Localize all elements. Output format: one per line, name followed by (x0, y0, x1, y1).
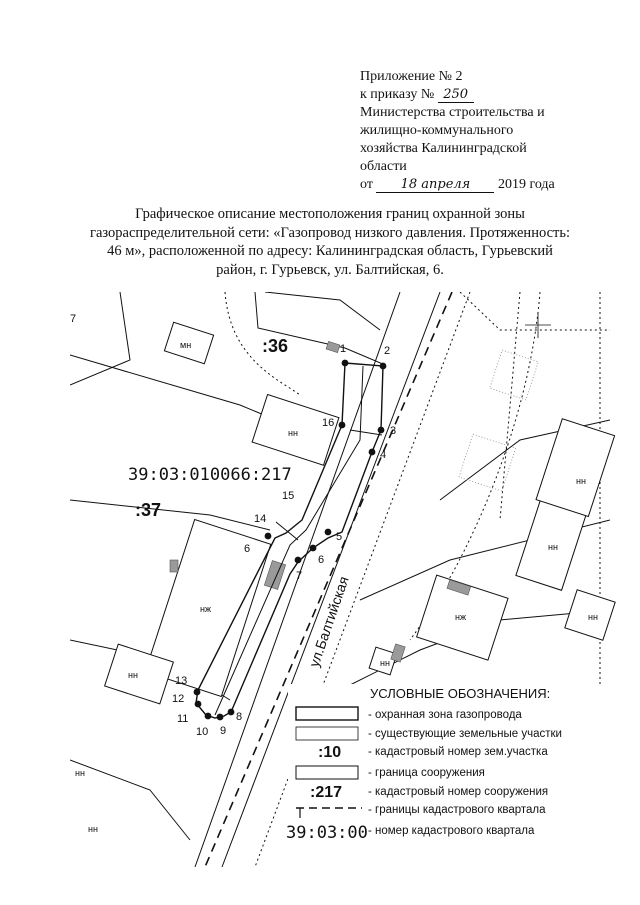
legend-label-structure-number: - кадастровый номер сооружения (368, 786, 549, 798)
parcel-boundary (265, 292, 380, 330)
point-10 (205, 713, 212, 720)
parcel-boundary (70, 500, 270, 530)
legend-title: УСЛОВНЫЕ ОБОЗНАЧЕНИЯ: (370, 686, 551, 701)
point-label-4: 4 (380, 449, 387, 461)
point-label-2: 2 (384, 345, 391, 357)
legend-symbol-quarter-number: 39:03:00 (286, 823, 368, 843)
label-nn: нн (128, 670, 138, 680)
ministry-line-1: Министерства строительства и (360, 105, 545, 120)
point-label-9: 9 (220, 725, 227, 737)
zone-line (350, 430, 382, 435)
label-nn: нн (380, 658, 390, 668)
title-line-4: район, г. Гурьевск, ул. Балтийская, 6. (216, 261, 444, 278)
zone-line (276, 522, 298, 540)
point-12 (194, 689, 201, 696)
point-6 (310, 545, 317, 552)
date-handwritten: 18 апреля (376, 178, 494, 193)
point-2 (380, 363, 387, 370)
point-label-14: 14 (254, 513, 267, 525)
street-name: ул.Балтийская (305, 574, 352, 669)
point-label-8: 8 (236, 711, 243, 723)
order-number: 250 (438, 88, 474, 103)
legend-label-quarter-number: - номер кадастрового квартала (368, 825, 535, 837)
point-label-6: 6 (318, 554, 325, 566)
point-9 (217, 714, 224, 721)
point-label-16: 16 (322, 417, 335, 429)
title-line-2: газораспределительной сети: «Газопровод низкого давления. Протяженность: (90, 224, 570, 241)
ministry-line-2: жилищно-коммунального (360, 123, 514, 138)
house-number: 6 (244, 543, 251, 555)
point-label-3: 3 (390, 425, 397, 437)
point-8 (228, 709, 235, 716)
legend-label-structure: - граница сооружения (368, 767, 485, 779)
point-label-7: 7 (296, 570, 303, 582)
label-nn: нн (75, 768, 85, 778)
date-prefix: от (360, 177, 373, 192)
gray-structure (264, 560, 285, 589)
order-prefix: к приказу № (360, 87, 435, 102)
cad-number-37: :37 (135, 500, 162, 520)
label-nn: нн (576, 476, 586, 486)
cad-number-36: :36 (262, 336, 289, 356)
label-mn: мн (180, 340, 192, 350)
point-16 (339, 422, 346, 429)
point-7 (295, 557, 302, 564)
title-line-1: Графическое описание местоположения границ охранной зоны (135, 206, 525, 222)
ministry-line-3: хозяйства Калининградской (360, 141, 527, 156)
gray-structure (326, 341, 340, 352)
legend-symbol-cad-number: :10 (318, 744, 342, 761)
legend-label-protection-zone: - охранная зона газопровода (368, 709, 522, 721)
title-line-3: 46 м», расположенной по адресу: Калининградская область, Гурьевский (107, 243, 553, 259)
label-nzh: нж (455, 612, 466, 622)
label-nn: нн (288, 428, 298, 438)
point-label-13: 13 (175, 675, 188, 687)
legend-symbol-parcels (296, 727, 358, 740)
legend-label-parcels: - существующие земельные участки (368, 728, 562, 740)
label-nn: нн (548, 542, 558, 552)
point-1 (342, 360, 349, 367)
appendix-number: Приложение № 2 (360, 69, 463, 84)
label-nzh: нж (200, 604, 211, 614)
edge-mark: 7 (70, 313, 77, 325)
point-4 (369, 449, 376, 456)
parcel-boundary (70, 292, 130, 385)
point-label-11: 11 (177, 713, 189, 725)
legend-symbol-structure-number: :217 (310, 784, 343, 801)
label-nn: нн (88, 824, 98, 834)
point-label-10: 10 (196, 726, 209, 738)
structure-number: 39:03:010066:217 (128, 465, 292, 485)
legend-symbol-protection-zone (296, 707, 358, 720)
ministry-line-4: области (360, 159, 407, 174)
parcel-boundary (460, 292, 610, 330)
legend-label-quarter: - границы кадастрового квартала (368, 804, 546, 816)
point-label-1: 1 (340, 343, 347, 355)
parcel-boundary (500, 292, 520, 520)
point-3 (378, 427, 385, 434)
legend-symbol-structure (296, 766, 358, 779)
point-14 (265, 533, 272, 540)
label-nn: нн (588, 612, 598, 622)
point-label-15: 15 (282, 490, 295, 502)
point-label-5: 5 (336, 531, 343, 543)
point-label-12: 12 (172, 693, 185, 705)
gray-structure (391, 644, 405, 662)
legend (286, 684, 608, 864)
point-11 (195, 701, 202, 708)
point-5 (325, 529, 332, 536)
gray-structure (170, 560, 178, 572)
legend-label-cad-number: - кадастровый номер зем.участка (368, 746, 548, 758)
date-suffix: 2019 года (497, 177, 555, 192)
